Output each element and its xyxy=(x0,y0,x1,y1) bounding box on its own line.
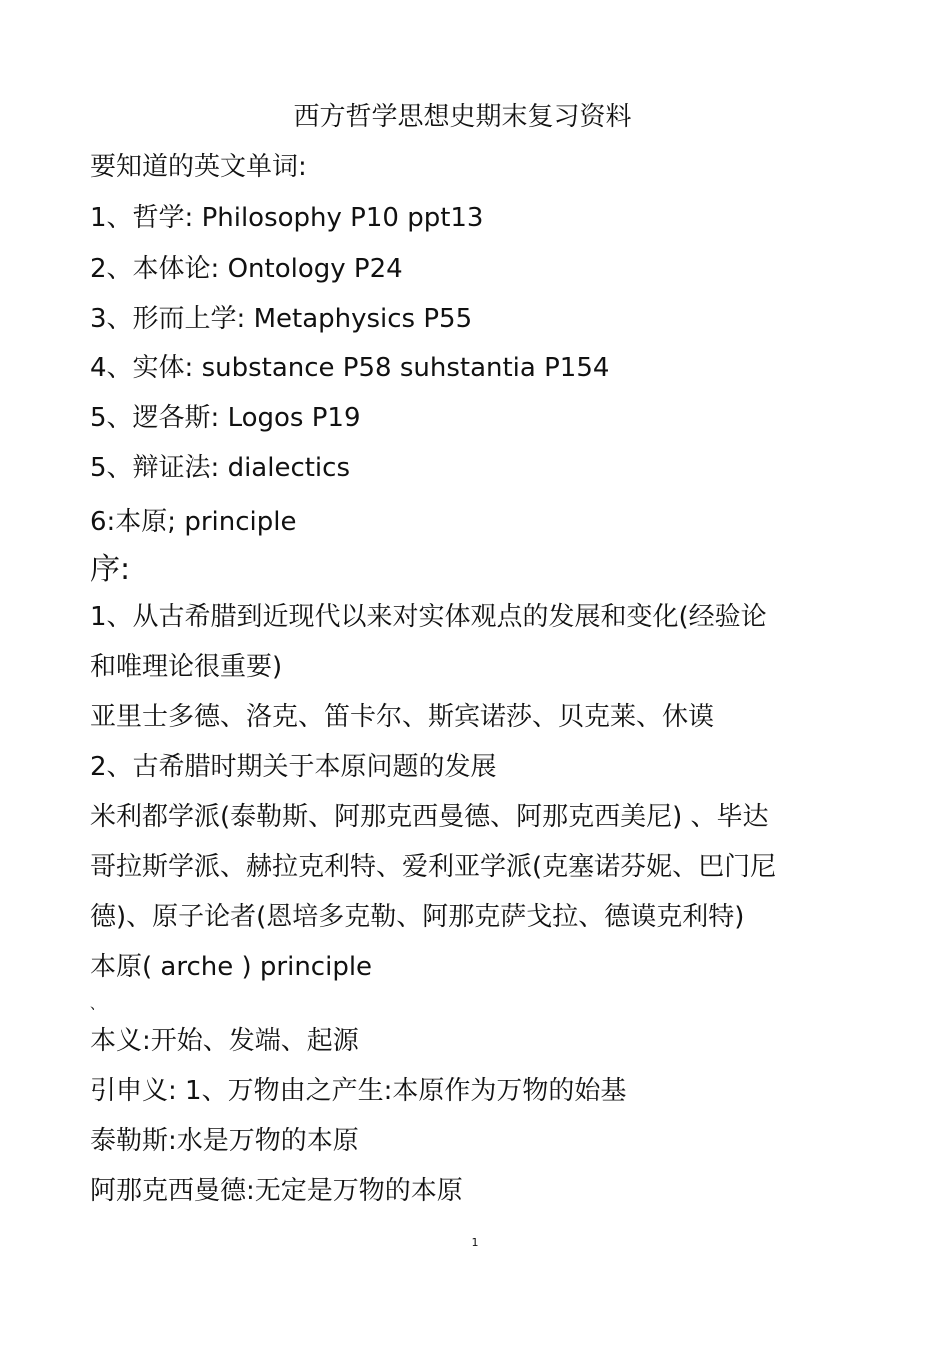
vocab-item: 4、实体: substance P58 suhstantia P154 xyxy=(90,353,610,383)
page-number: 1 xyxy=(471,1236,479,1249)
section-heading: 序: xyxy=(90,552,131,587)
body-line: 哥拉斯学派、赫拉克利特、爱利亚学派(克塞诺芬妮、巴门尼 xyxy=(90,852,777,882)
body-line: 和唯理论很重要) xyxy=(90,652,283,682)
vocab-item: 5、辩证法: dialectics xyxy=(90,453,351,483)
body-line: 本原( arche ) principle xyxy=(90,952,373,982)
body-line: 亚里士多德、洛克、笛卡尔、斯宾诺莎、贝克莱、休谟 xyxy=(90,702,715,732)
body-line: 泰勒斯:水是万物的本原 xyxy=(90,1126,359,1156)
vocab-item: 3、形而上学: Metaphysics P55 xyxy=(90,304,473,334)
vocab-item: 6:本原; principle xyxy=(90,507,297,537)
body-line: 2、古希腊时期关于本原问题的发展 xyxy=(90,752,497,782)
body-line: 德)、原子论者(恩培多克勒、阿那克萨戈拉、德谟克利特) xyxy=(90,902,745,932)
vocab-item: 1、哲学: Philosophy P10 ppt13 xyxy=(90,203,484,233)
page-title: 西方哲学思想史期末复习资料 xyxy=(293,102,632,132)
body-line: 阿那克西曼德:无定是万物的本原 xyxy=(90,1176,463,1206)
vocab-item: 2、本体论: Ontology P24 xyxy=(90,254,403,284)
body-line: 1、从古希腊到近现代以来对实体观点的发展和变化(经验论 xyxy=(90,602,767,632)
stray-mark: 、 xyxy=(90,997,104,1013)
vocab-item: 5、逻各斯: Logos P19 xyxy=(90,403,361,433)
body-line: 引申义: 1、万物由之产生:本原作为万物的始基 xyxy=(90,1076,627,1106)
body-line: 本义:开始、发端、起源 xyxy=(90,1026,359,1056)
vocab-heading: 要知道的英文单词: xyxy=(90,152,307,182)
body-line: 米利都学派(泰勒斯、阿那克西曼德、阿那克西美尼) 、毕达 xyxy=(90,802,769,832)
